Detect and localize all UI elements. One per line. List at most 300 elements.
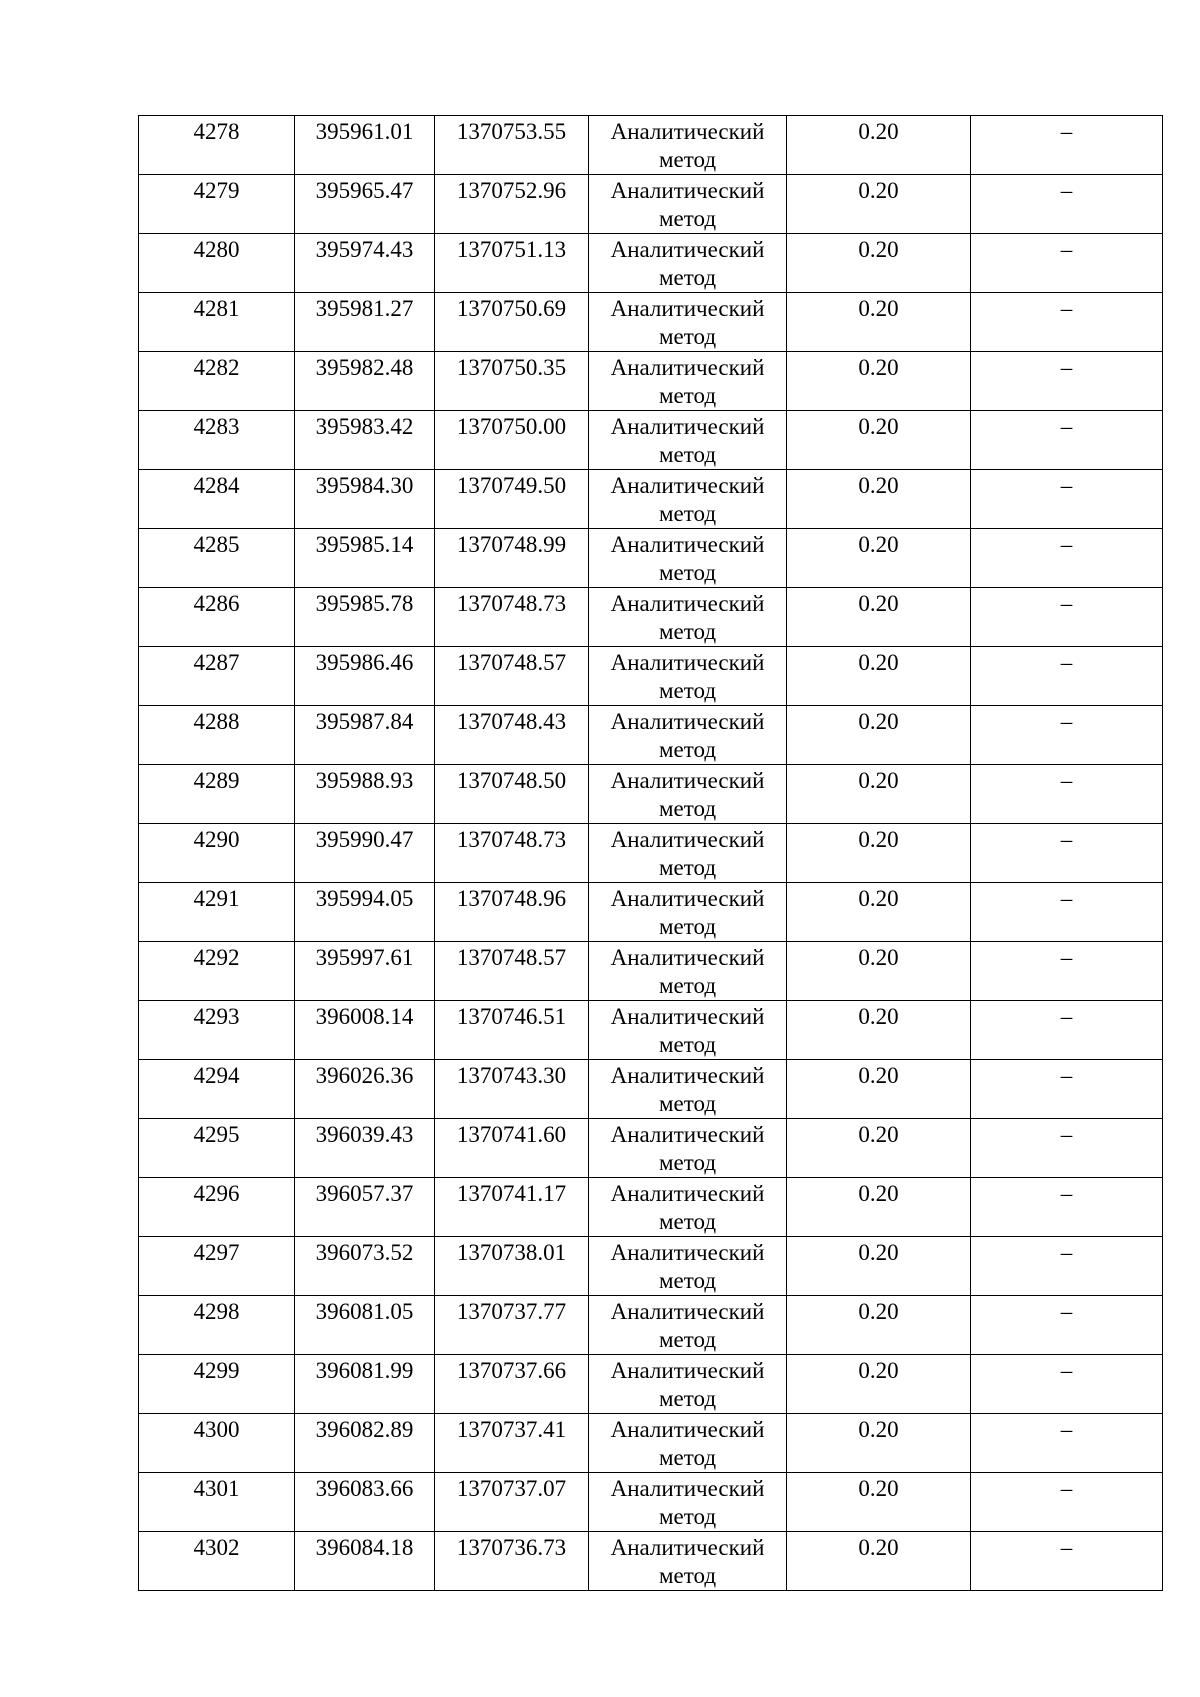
x-coordinate-cell-text: 395987.84 <box>315 709 414 734</box>
point-number-cell-text: 4290 <box>193 827 240 852</box>
point-number-cell <box>139 529 295 588</box>
x-coordinate-cell <box>295 824 435 883</box>
accuracy-cell-text: 0.20 <box>858 296 899 321</box>
point-number-cell <box>139 1237 295 1296</box>
point-number-cell-text: 4289 <box>193 768 240 793</box>
y-coordinate-cell <box>435 1119 589 1178</box>
method-cell <box>589 765 787 824</box>
point-number-cell-text: 4282 <box>193 355 240 380</box>
method-cell <box>589 116 787 175</box>
note-cell <box>971 588 1163 647</box>
accuracy-cell <box>787 529 971 588</box>
method-cell-text: Аналитический метод <box>610 945 765 998</box>
coordinates-table <box>138 115 1163 1591</box>
y-coordinate-cell-text: 1370737.77 <box>456 1299 567 1324</box>
y-coordinate-cell <box>435 1414 589 1473</box>
note-cell-text: – <box>1060 1004 1073 1029</box>
y-coordinate-cell <box>435 942 589 1001</box>
x-coordinate-cell <box>295 1532 435 1591</box>
note-cell-text: – <box>1060 1122 1073 1147</box>
point-number-cell <box>139 1060 295 1119</box>
point-number-cell-text: 4281 <box>193 296 240 321</box>
x-coordinate-cell <box>295 1060 435 1119</box>
table-row <box>139 411 1163 470</box>
x-coordinate-cell-text: 395974.43 <box>315 237 414 262</box>
method-cell-text: Аналитический метод <box>610 768 765 821</box>
x-coordinate-cell <box>295 883 435 942</box>
x-coordinate-cell <box>295 1178 435 1237</box>
note-cell-text: – <box>1060 1181 1073 1206</box>
method-cell <box>589 1532 787 1591</box>
table-row <box>139 116 1163 175</box>
note-cell-text: – <box>1060 1063 1073 1088</box>
point-number-cell <box>139 1001 295 1060</box>
method-cell-text: Аналитический метод <box>610 709 765 762</box>
method-cell <box>589 1237 787 1296</box>
x-coordinate-cell <box>295 647 435 706</box>
y-coordinate-cell <box>435 1532 589 1591</box>
accuracy-cell-text: 0.20 <box>858 119 899 144</box>
y-coordinate-cell <box>435 293 589 352</box>
y-coordinate-cell <box>435 1237 589 1296</box>
note-cell <box>971 529 1163 588</box>
y-coordinate-cell <box>435 1178 589 1237</box>
note-cell-text: – <box>1060 1358 1073 1383</box>
method-cell <box>589 1296 787 1355</box>
note-cell-text: – <box>1060 355 1073 380</box>
accuracy-cell-text: 0.20 <box>858 591 899 616</box>
x-coordinate-cell <box>295 765 435 824</box>
note-cell <box>971 293 1163 352</box>
table-row <box>139 1532 1163 1591</box>
method-cell <box>589 883 787 942</box>
method-cell-text: Аналитический метод <box>610 1122 765 1175</box>
note-cell-text: – <box>1060 532 1073 557</box>
y-coordinate-cell-text: 1370748.50 <box>456 768 567 793</box>
x-coordinate-cell <box>295 942 435 1001</box>
x-coordinate-cell-text: 396073.52 <box>315 1240 414 1265</box>
table-row <box>139 588 1163 647</box>
table-row <box>139 1178 1163 1237</box>
point-number-cell-text: 4288 <box>193 709 240 734</box>
note-cell <box>971 883 1163 942</box>
y-coordinate-cell-text: 1370746.51 <box>456 1004 567 1029</box>
method-cell-text: Аналитический метод <box>610 119 765 172</box>
x-coordinate-cell-text: 395997.61 <box>315 945 414 970</box>
x-coordinate-cell <box>295 470 435 529</box>
x-coordinate-cell-text: 395985.78 <box>315 591 414 616</box>
y-coordinate-cell-text: 1370751.13 <box>456 237 567 262</box>
point-number-cell-text: 4296 <box>193 1181 240 1206</box>
method-cell <box>589 1001 787 1060</box>
y-coordinate-cell-text: 1370737.07 <box>456 1476 567 1501</box>
accuracy-cell <box>787 175 971 234</box>
note-cell <box>971 1060 1163 1119</box>
table-row <box>139 175 1163 234</box>
y-coordinate-cell-text: 1370748.73 <box>456 827 567 852</box>
y-coordinate-cell <box>435 175 589 234</box>
accuracy-cell-text: 0.20 <box>858 768 899 793</box>
accuracy-cell-text: 0.20 <box>858 1535 899 1560</box>
accuracy-cell-text: 0.20 <box>858 1063 899 1088</box>
note-cell-text: – <box>1060 709 1073 734</box>
table-row <box>139 824 1163 883</box>
y-coordinate-cell-text: 1370737.66 <box>456 1358 567 1383</box>
point-number-cell <box>139 352 295 411</box>
table-row <box>139 1296 1163 1355</box>
x-coordinate-cell-text: 395990.47 <box>315 827 414 852</box>
point-number-cell <box>139 411 295 470</box>
note-cell <box>971 1119 1163 1178</box>
point-number-cell <box>139 1473 295 1532</box>
accuracy-cell <box>787 1178 971 1237</box>
method-cell-text: Аналитический метод <box>610 1299 765 1352</box>
y-coordinate-cell <box>435 1296 589 1355</box>
table-row <box>139 1237 1163 1296</box>
x-coordinate-cell-text: 396081.99 <box>315 1358 414 1383</box>
point-number-cell-text: 4283 <box>193 414 240 439</box>
note-cell-text: – <box>1060 1299 1073 1324</box>
accuracy-cell <box>787 765 971 824</box>
accuracy-cell-text: 0.20 <box>858 1004 899 1029</box>
accuracy-cell-text: 0.20 <box>858 827 899 852</box>
note-cell-text: – <box>1060 237 1073 262</box>
y-coordinate-cell-text: 1370748.57 <box>456 945 567 970</box>
table-row <box>139 352 1163 411</box>
point-number-cell <box>139 1178 295 1237</box>
method-cell-text: Аналитический метод <box>610 414 765 467</box>
point-number-cell-text: 4292 <box>193 945 240 970</box>
accuracy-cell <box>787 470 971 529</box>
method-cell <box>589 1119 787 1178</box>
point-number-cell-text: 4295 <box>193 1122 240 1147</box>
note-cell <box>971 942 1163 1001</box>
point-number-cell <box>139 588 295 647</box>
y-coordinate-cell-text: 1370741.17 <box>456 1181 567 1206</box>
x-coordinate-cell-text: 395984.30 <box>315 473 414 498</box>
method-cell-text: Аналитический метод <box>610 178 765 231</box>
point-number-cell <box>139 175 295 234</box>
x-coordinate-cell-text: 395986.46 <box>315 650 414 675</box>
x-coordinate-cell <box>295 1414 435 1473</box>
accuracy-cell <box>787 706 971 765</box>
x-coordinate-cell-text: 395961.01 <box>315 119 414 144</box>
accuracy-cell-text: 0.20 <box>858 1299 899 1324</box>
accuracy-cell-text: 0.20 <box>858 532 899 557</box>
x-coordinate-cell-text: 396039.43 <box>315 1122 414 1147</box>
note-cell-text: – <box>1060 1476 1073 1501</box>
note-cell-text: – <box>1060 1417 1073 1442</box>
point-number-cell <box>139 883 295 942</box>
x-coordinate-cell <box>295 588 435 647</box>
accuracy-cell <box>787 116 971 175</box>
point-number-cell <box>139 116 295 175</box>
note-cell-text: – <box>1060 414 1073 439</box>
method-cell-text: Аналитический метод <box>610 473 765 526</box>
x-coordinate-cell <box>295 1296 435 1355</box>
note-cell <box>971 1296 1163 1355</box>
accuracy-cell-text: 0.20 <box>858 650 899 675</box>
table-row <box>139 1473 1163 1532</box>
y-coordinate-cell-text: 1370753.55 <box>456 119 567 144</box>
table-row <box>139 647 1163 706</box>
x-coordinate-cell-text: 395965.47 <box>315 178 414 203</box>
method-cell <box>589 1473 787 1532</box>
accuracy-cell-text: 0.20 <box>858 945 899 970</box>
method-cell <box>589 234 787 293</box>
table-row <box>139 1355 1163 1414</box>
y-coordinate-cell-text: 1370748.57 <box>456 650 567 675</box>
point-number-cell-text: 4284 <box>193 473 240 498</box>
x-coordinate-cell-text: 395994.05 <box>315 886 414 911</box>
method-cell <box>589 1060 787 1119</box>
method-cell <box>589 706 787 765</box>
point-number-cell <box>139 234 295 293</box>
accuracy-cell <box>787 352 971 411</box>
accuracy-cell <box>787 293 971 352</box>
accuracy-cell <box>787 1473 971 1532</box>
y-coordinate-cell-text: 1370741.60 <box>456 1122 567 1147</box>
method-cell-text: Аналитический метод <box>610 1476 765 1529</box>
table-row <box>139 706 1163 765</box>
y-coordinate-cell <box>435 706 589 765</box>
y-coordinate-cell-text: 1370748.99 <box>456 532 567 557</box>
accuracy-cell-text: 0.20 <box>858 1476 899 1501</box>
point-number-cell <box>139 293 295 352</box>
point-number-cell <box>139 470 295 529</box>
note-cell <box>971 411 1163 470</box>
accuracy-cell <box>787 1414 971 1473</box>
point-number-cell <box>139 765 295 824</box>
accuracy-cell-text: 0.20 <box>858 1122 899 1147</box>
accuracy-cell-text: 0.20 <box>858 1240 899 1265</box>
accuracy-cell-text: 0.20 <box>858 237 899 262</box>
x-coordinate-cell <box>295 116 435 175</box>
note-cell-text: – <box>1060 296 1073 321</box>
table-row <box>139 942 1163 1001</box>
x-coordinate-cell <box>295 293 435 352</box>
x-coordinate-cell <box>295 234 435 293</box>
method-cell-text: Аналитический метод <box>610 1063 765 1116</box>
method-cell <box>589 470 787 529</box>
x-coordinate-cell <box>295 706 435 765</box>
method-cell-text: Аналитический метод <box>610 1004 765 1057</box>
accuracy-cell <box>787 942 971 1001</box>
note-cell <box>971 1355 1163 1414</box>
point-number-cell <box>139 1532 295 1591</box>
point-number-cell <box>139 1119 295 1178</box>
x-coordinate-cell-text: 396008.14 <box>315 1004 414 1029</box>
accuracy-cell <box>787 1237 971 1296</box>
x-coordinate-cell <box>295 175 435 234</box>
note-cell-text: – <box>1060 768 1073 793</box>
point-number-cell <box>139 1414 295 1473</box>
point-number-cell <box>139 824 295 883</box>
point-number-cell-text: 4297 <box>193 1240 240 1265</box>
table-row <box>139 293 1163 352</box>
x-coordinate-cell-text: 396083.66 <box>315 1476 414 1501</box>
method-cell-text: Аналитический метод <box>610 886 765 939</box>
note-cell <box>971 470 1163 529</box>
accuracy-cell-text: 0.20 <box>858 178 899 203</box>
point-number-cell-text: 4280 <box>193 237 240 262</box>
method-cell-text: Аналитический метод <box>610 591 765 644</box>
note-cell-text: – <box>1060 178 1073 203</box>
y-coordinate-cell <box>435 1473 589 1532</box>
table-row <box>139 883 1163 942</box>
note-cell-text: – <box>1060 1240 1073 1265</box>
point-number-cell <box>139 1296 295 1355</box>
y-coordinate-cell <box>435 352 589 411</box>
y-coordinate-cell-text: 1370748.96 <box>456 886 567 911</box>
accuracy-cell <box>787 883 971 942</box>
accuracy-cell <box>787 1532 971 1591</box>
method-cell-text: Аналитический метод <box>610 532 765 585</box>
table-row <box>139 234 1163 293</box>
method-cell <box>589 1414 787 1473</box>
note-cell-text: – <box>1060 827 1073 852</box>
accuracy-cell <box>787 647 971 706</box>
point-number-cell-text: 4302 <box>193 1535 240 1560</box>
x-coordinate-cell-text: 395988.93 <box>315 768 414 793</box>
point-number-cell <box>139 647 295 706</box>
accuracy-cell <box>787 824 971 883</box>
method-cell <box>589 293 787 352</box>
y-coordinate-cell <box>435 1355 589 1414</box>
method-cell <box>589 352 787 411</box>
y-coordinate-cell-text: 1370750.00 <box>456 414 567 439</box>
point-number-cell-text: 4287 <box>193 650 240 675</box>
point-number-cell-text: 4299 <box>193 1358 240 1383</box>
y-coordinate-cell-text: 1370738.01 <box>456 1240 567 1265</box>
y-coordinate-cell <box>435 883 589 942</box>
method-cell-text: Аналитический метод <box>610 1240 765 1293</box>
x-coordinate-cell <box>295 411 435 470</box>
accuracy-cell-text: 0.20 <box>858 1358 899 1383</box>
table-row <box>139 765 1163 824</box>
y-coordinate-cell-text: 1370750.69 <box>456 296 567 321</box>
accuracy-cell <box>787 1060 971 1119</box>
point-number-cell <box>139 706 295 765</box>
y-coordinate-cell-text: 1370749.50 <box>456 473 567 498</box>
x-coordinate-cell <box>295 352 435 411</box>
note-cell <box>971 116 1163 175</box>
method-cell-text: Аналитический метод <box>610 237 765 290</box>
y-coordinate-cell <box>435 234 589 293</box>
note-cell <box>971 175 1163 234</box>
method-cell-text: Аналитический метод <box>610 827 765 880</box>
y-coordinate-cell-text: 1370748.43 <box>456 709 567 734</box>
y-coordinate-cell-text: 1370750.35 <box>456 355 567 380</box>
x-coordinate-cell-text: 396026.36 <box>315 1063 414 1088</box>
note-cell-text: – <box>1060 886 1073 911</box>
table-row <box>139 529 1163 588</box>
method-cell-text: Аналитический метод <box>610 1358 765 1411</box>
accuracy-cell <box>787 1119 971 1178</box>
accuracy-cell-text: 0.20 <box>858 1181 899 1206</box>
point-number-cell-text: 4300 <box>193 1417 240 1442</box>
accuracy-cell <box>787 234 971 293</box>
x-coordinate-cell-text: 396084.18 <box>315 1535 414 1560</box>
x-coordinate-cell <box>295 1237 435 1296</box>
note-cell <box>971 1532 1163 1591</box>
x-coordinate-cell-text: 395981.27 <box>315 296 414 321</box>
note-cell <box>971 647 1163 706</box>
note-cell-text: – <box>1060 945 1073 970</box>
point-number-cell-text: 4301 <box>193 1476 240 1501</box>
accuracy-cell <box>787 1355 971 1414</box>
accuracy-cell <box>787 1296 971 1355</box>
y-coordinate-cell-text: 1370748.73 <box>456 591 567 616</box>
table-row <box>139 1119 1163 1178</box>
note-cell-text: – <box>1060 119 1073 144</box>
point-number-cell-text: 4278 <box>193 119 240 144</box>
table-row <box>139 470 1163 529</box>
x-coordinate-cell-text: 395983.42 <box>315 414 414 439</box>
note-cell-text: – <box>1060 650 1073 675</box>
y-coordinate-cell <box>435 529 589 588</box>
point-number-cell-text: 4279 <box>193 178 240 203</box>
y-coordinate-cell <box>435 411 589 470</box>
y-coordinate-cell <box>435 765 589 824</box>
method-cell <box>589 942 787 1001</box>
note-cell <box>971 706 1163 765</box>
method-cell <box>589 647 787 706</box>
x-coordinate-cell-text: 395985.14 <box>315 532 414 557</box>
method-cell-text: Аналитический метод <box>610 1535 765 1588</box>
method-cell-text: Аналитический метод <box>610 1417 765 1470</box>
accuracy-cell <box>787 411 971 470</box>
note-cell <box>971 1414 1163 1473</box>
x-coordinate-cell <box>295 1119 435 1178</box>
y-coordinate-cell <box>435 1001 589 1060</box>
accuracy-cell-text: 0.20 <box>858 709 899 734</box>
point-number-cell-text: 4293 <box>193 1004 240 1029</box>
table-row <box>139 1414 1163 1473</box>
x-coordinate-cell-text: 396081.05 <box>315 1299 414 1324</box>
point-number-cell <box>139 942 295 1001</box>
note-cell-text: – <box>1060 473 1073 498</box>
method-cell <box>589 175 787 234</box>
x-coordinate-cell-text: 396082.89 <box>315 1417 414 1442</box>
point-number-cell-text: 4298 <box>193 1299 240 1324</box>
note-cell <box>971 1237 1163 1296</box>
x-coordinate-cell <box>295 529 435 588</box>
method-cell <box>589 1355 787 1414</box>
accuracy-cell <box>787 588 971 647</box>
accuracy-cell-text: 0.20 <box>858 355 899 380</box>
table-row <box>139 1060 1163 1119</box>
note-cell <box>971 352 1163 411</box>
y-coordinate-cell-text: 1370743.30 <box>456 1063 567 1088</box>
point-number-cell-text: 4285 <box>193 532 240 557</box>
note-cell <box>971 1001 1163 1060</box>
accuracy-cell-text: 0.20 <box>858 1417 899 1442</box>
method-cell <box>589 588 787 647</box>
method-cell-text: Аналитический метод <box>610 296 765 349</box>
point-number-cell <box>139 1355 295 1414</box>
method-cell <box>589 1178 787 1237</box>
method-cell-text: Аналитический метод <box>610 355 765 408</box>
note-cell-text: – <box>1060 1535 1073 1560</box>
accuracy-cell-text: 0.20 <box>858 473 899 498</box>
point-number-cell-text: 4286 <box>193 591 240 616</box>
y-coordinate-cell <box>435 588 589 647</box>
table-body <box>139 116 1163 1591</box>
note-cell-text: – <box>1060 591 1073 616</box>
accuracy-cell-text: 0.20 <box>858 886 899 911</box>
method-cell <box>589 824 787 883</box>
